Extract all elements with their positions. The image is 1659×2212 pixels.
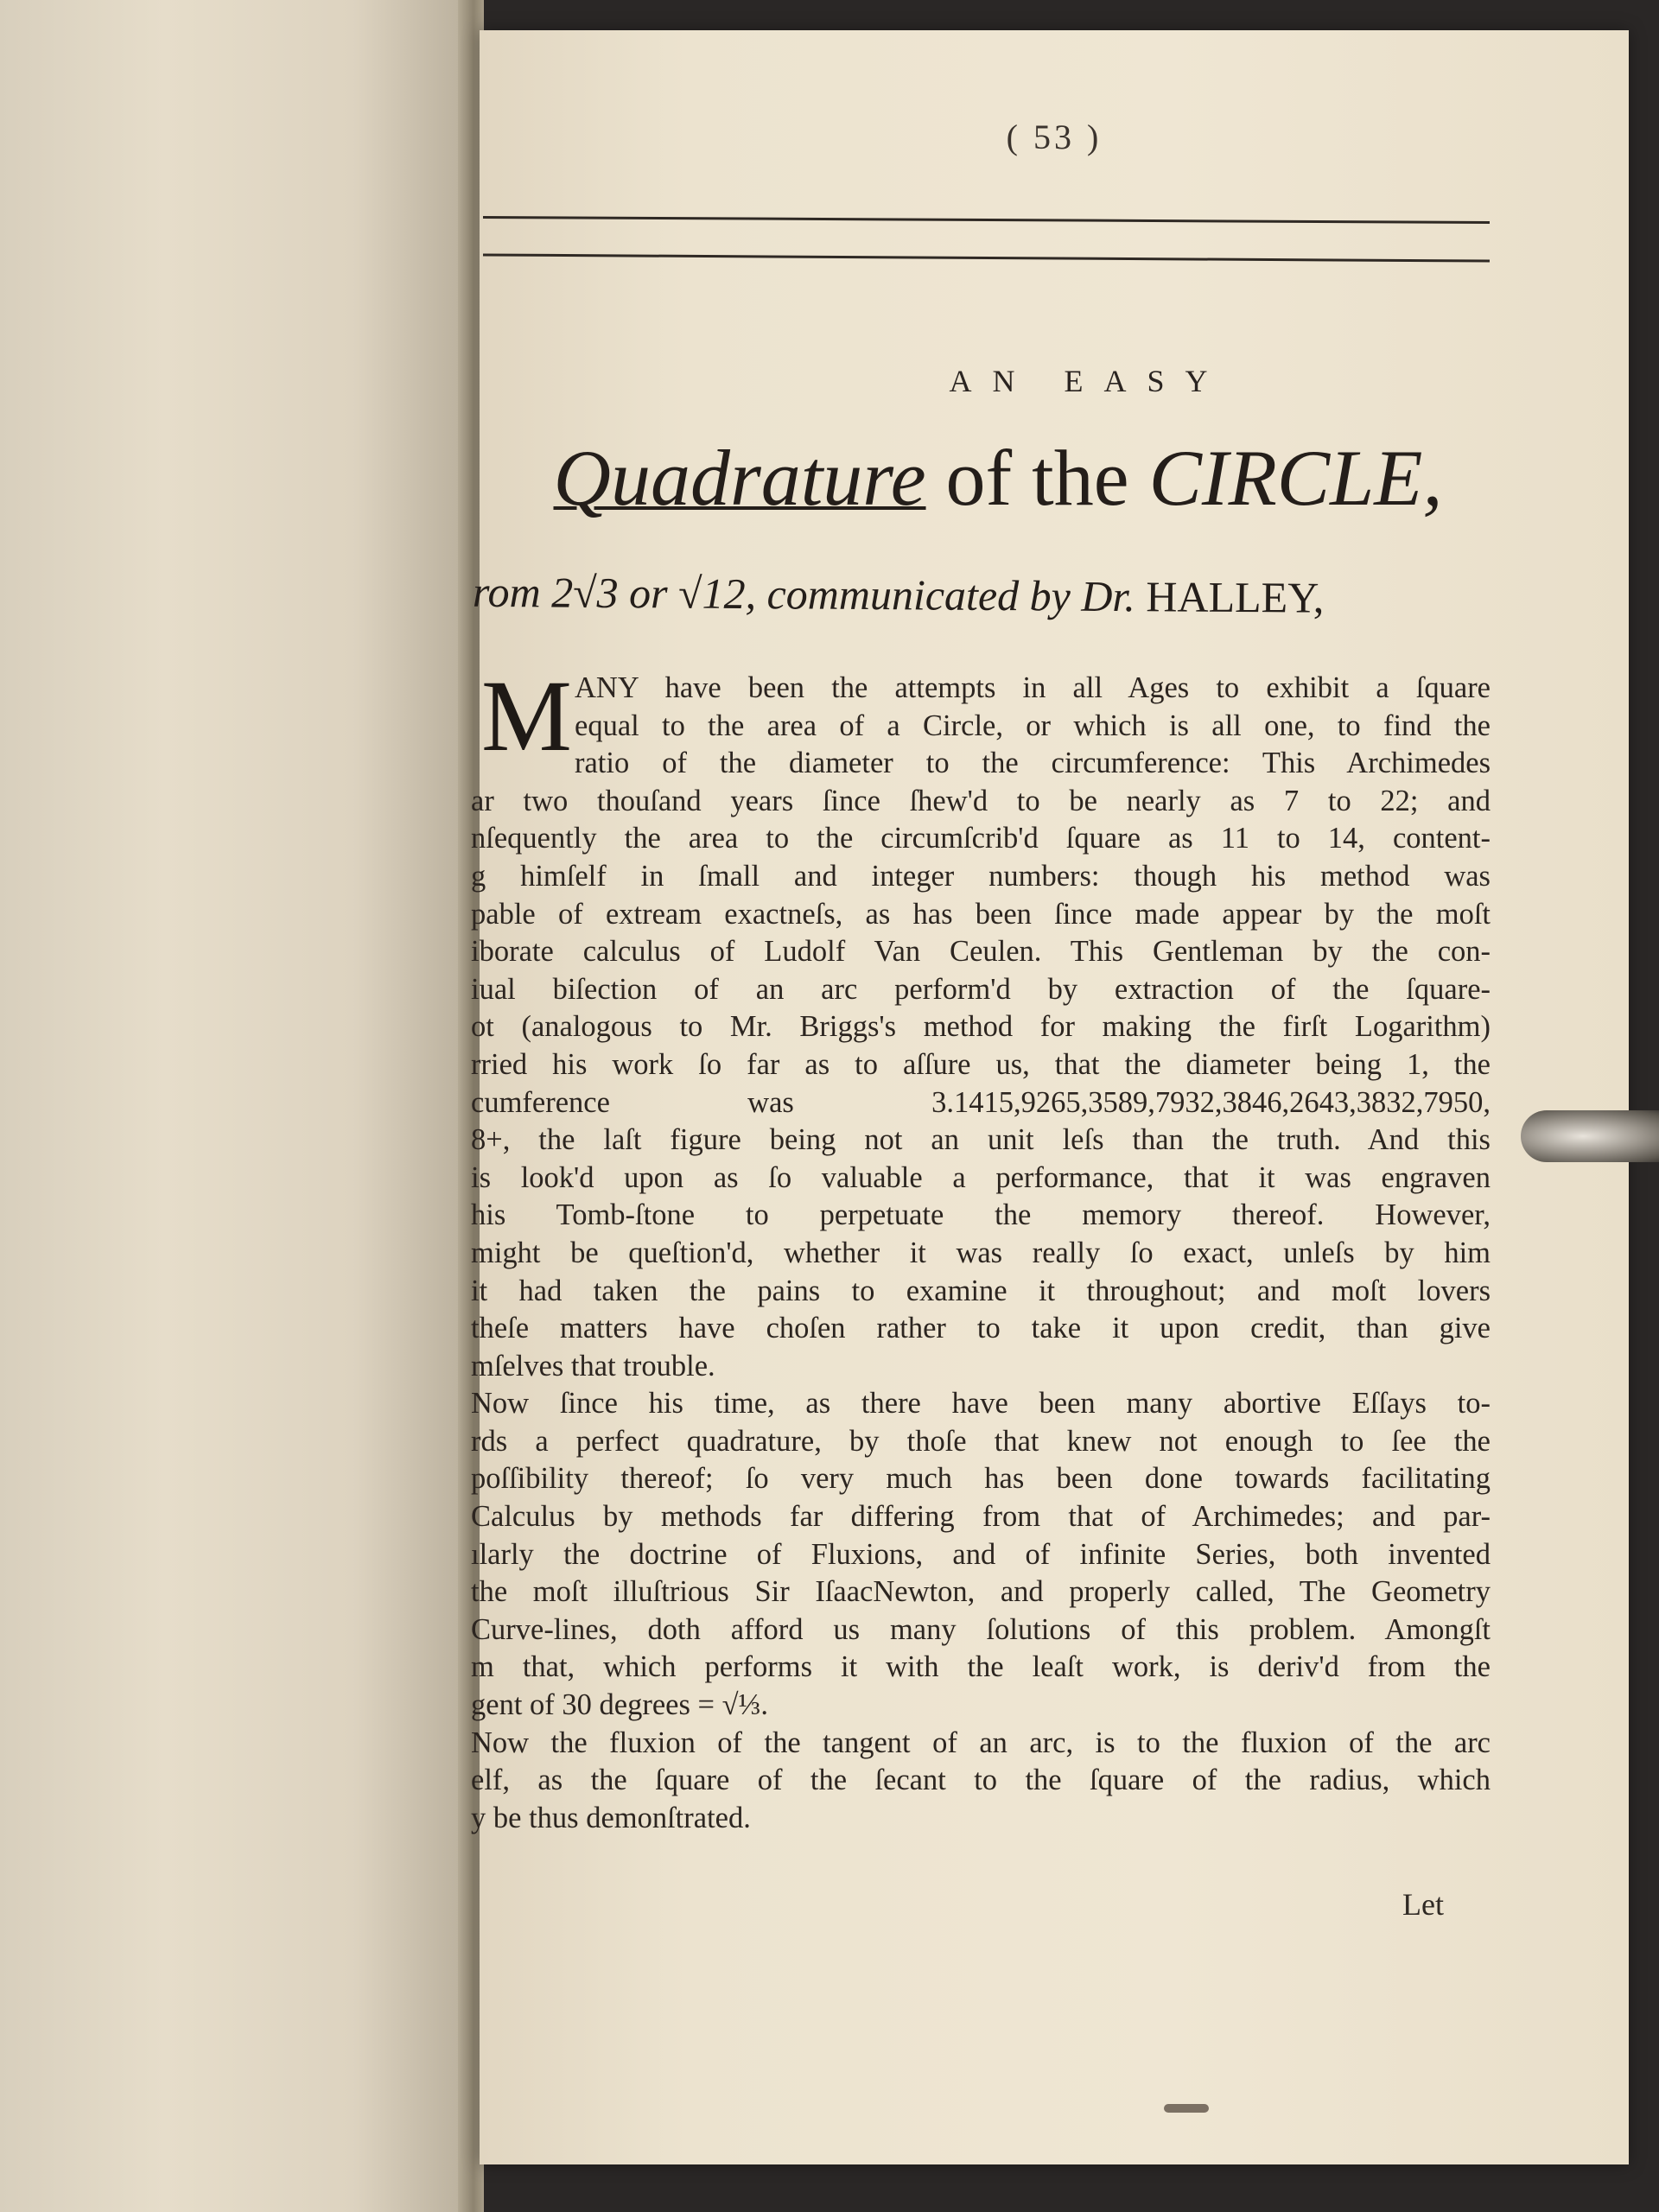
text-line: 8+, the laſt figure being not an unit leſs than the truth. And this <box>471 1123 1491 1157</box>
catchword: Let <box>1402 1887 1444 1922</box>
text-line: it had taken the pains to examine it throughout; and moſt lovers <box>471 1274 1491 1307</box>
text-line: rried his work ſo far as to aſſure us, that the diameter being 1, the <box>471 1047 1491 1081</box>
title-of-the: of the <box>925 434 1149 522</box>
text-line: ot (analogous to Mr. Briggs's method for making the firſt Logarithm) <box>471 1010 1491 1044</box>
text-line: his Tomb-ſtone to perpetuate the memory thereof. However, <box>471 1198 1491 1232</box>
text-line: nſequently the area to the circumſcrib'd ſquare as 11 to 14, content- <box>471 822 1491 855</box>
text-line: the moſt illuſtrious Sir IſaacNewton, and properly called, The Geometry <box>471 1575 1491 1609</box>
left-page <box>0 0 471 2212</box>
drop-cap: M <box>481 659 572 772</box>
text-line: cumference was 3.1415,9265,3589,7932,3846,2643,3832,7950, <box>471 1085 1491 1119</box>
title-circle: CIRCLE, <box>1148 434 1443 522</box>
text-line: Curve-lines, doth afford us many ſolutions of this problem. Amongſt <box>471 1612 1491 1646</box>
text-line: mſelves that trouble. <box>471 1349 715 1382</box>
subtitle-text: rom 2√3 or √12, communicated by Dr. <box>472 567 1136 621</box>
body-text <box>471 670 1491 1837</box>
subtitle <box>473 567 1510 624</box>
text-line: is look'd upon as ſo valuable a performance, that it was engraven <box>471 1160 1491 1194</box>
text-line: gent of 30 degrees = √⅓. <box>471 1688 769 1722</box>
text-line: ratio of the diameter to the circumference: This Archimedes <box>575 747 1491 780</box>
text-line: theſe matters have choſen rather to take it upon credit, than give <box>471 1312 1491 1345</box>
text-line: equal to the area of a Circle, or which is all one, to find the <box>575 709 1491 742</box>
page-number: ( 53 ) <box>1006 118 1103 156</box>
text-line: y be thus demonſtrated. <box>471 1801 751 1834</box>
page-title <box>480 432 1499 524</box>
text-line: rds a perfect quadrature, by thoſe that knew not enough to ſee the <box>471 1424 1491 1458</box>
text-line: Now the fluxion of the tangent of an arc, is to the fluxion of the arc <box>471 1726 1491 1759</box>
text-line: pable of extream exactneſs, as has been ſince made appear by the moſt <box>471 897 1491 931</box>
subtitle-halley: HALLEY, <box>1146 572 1325 622</box>
text-line: iual biſection of an arc perform'd by extraction of the ſquare- <box>471 972 1491 1006</box>
header-rule-top <box>483 216 1490 224</box>
text-line: ANY have been the attempts in all Ages to exhibit a ſquare <box>575 671 1491 704</box>
text-line: Calculus by methods far differing from that of Archimedes; and par- <box>471 1500 1491 1534</box>
text-line: m that, which performs it with the leaſt work, is deriv'd from the <box>471 1650 1491 1684</box>
text-line: ar two thouſand years ſince ſhew'd to be nearly as 7 to 22; and <box>471 784 1491 817</box>
header-rule-bottom <box>483 253 1490 262</box>
text-line: ılarly the doctrine of Fluxions, and of infinite Series, both invented <box>471 1537 1491 1571</box>
text-line: poſſibility thereof; ſo very much has been done towards facilitating <box>471 1462 1491 1496</box>
text-line: Now ſince his time, as there have been many abortive Eſſays to- <box>471 1387 1491 1421</box>
heading-an-easy: AN EASY <box>949 364 1229 398</box>
text-line: iborate calculus of Ludolf Van Ceulen. This Gentleman by the con- <box>471 935 1491 969</box>
title-quadrature: Quadrature <box>553 434 926 522</box>
ink-smudge <box>1164 2104 1209 2113</box>
text-line: g himſelf in ſmall and integer numbers: though his method was <box>471 859 1491 893</box>
right-page <box>471 30 1629 2164</box>
text-line: might be queſtion'd, whether it was really ſo exact, unleſs by him <box>471 1236 1491 1269</box>
text-line: elf, as the ſquare of the ſecant to the ſquare of the radius, which <box>471 1764 1491 1797</box>
page-holder-tip <box>1521 1110 1659 1162</box>
